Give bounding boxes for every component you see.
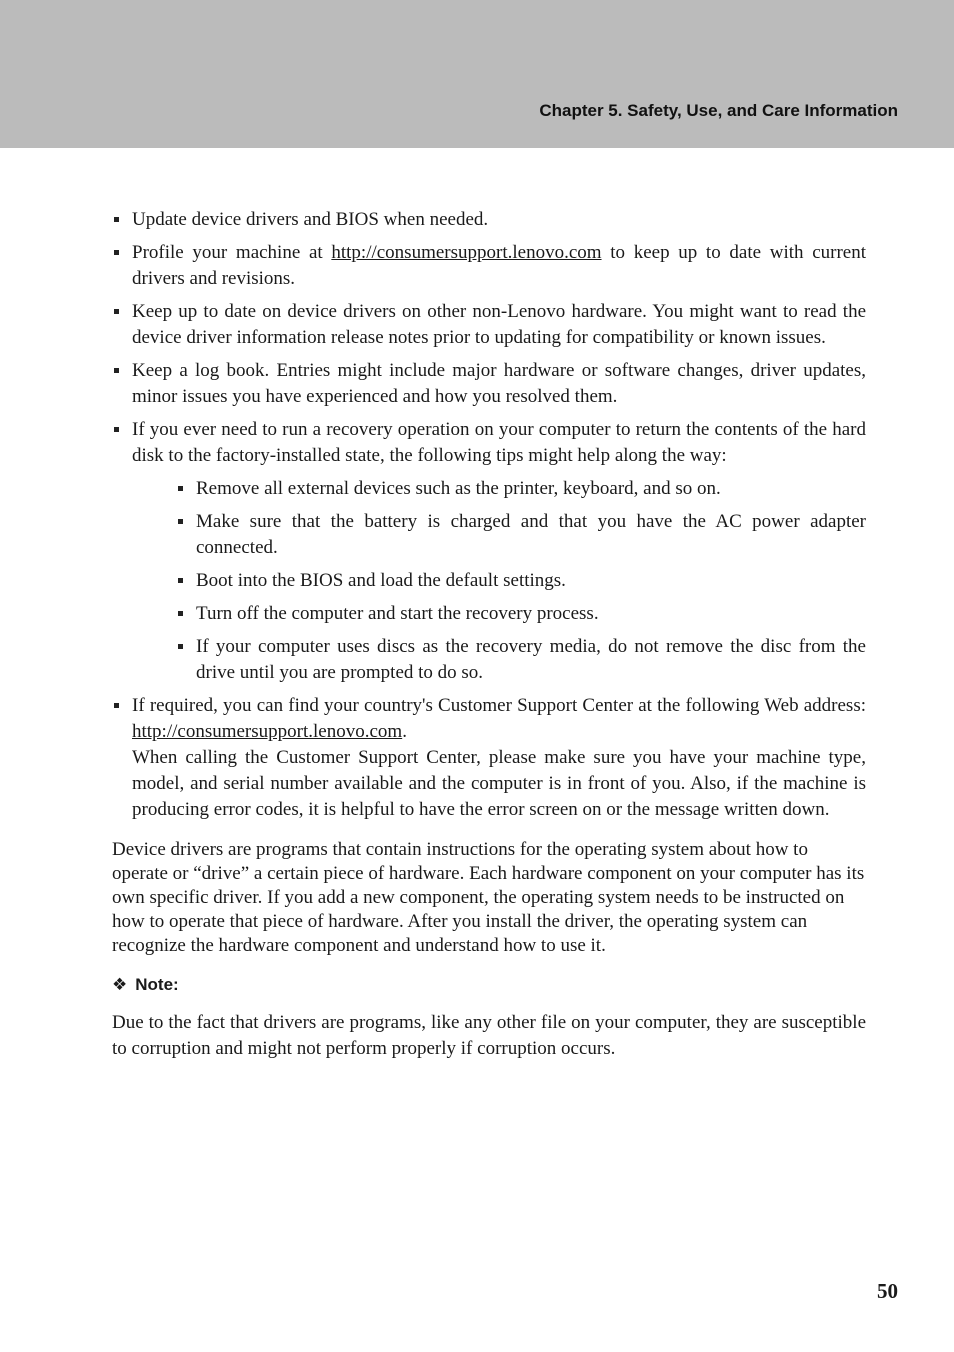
sub-list-item-text: Remove all external devices such as the printer, keyboard, and so on. — [196, 478, 721, 499]
sub-list-item — [176, 601, 866, 627]
header-band — [0, 0, 954, 148]
list-item — [112, 207, 866, 233]
diamond-bullet-icon: ❖ — [112, 975, 128, 994]
sub-list-item — [176, 476, 866, 502]
list-item-text: If you ever need to run a recovery operation on your computer to return the contents of the hard disk to the factory-installed state, the following tips might help along the way: — [132, 419, 866, 466]
list-item — [112, 358, 866, 410]
support-link[interactable]: http://consumersupport.lenovo.com — [132, 721, 403, 742]
page-content — [112, 207, 866, 1062]
sub-list-item-text: If your computer uses discs as the recovery media, do not remove the disc from the drive until you are prompted to do so. — [196, 636, 866, 683]
list-item-text: to keep up to date with current drivers and revisions. — [132, 242, 866, 289]
list-item — [112, 693, 866, 823]
sub-list-item-text: Boot into the BIOS and load the default settings. — [196, 570, 566, 591]
sub-list-item — [176, 634, 866, 686]
support-link[interactable]: http://consumersupport.lenovo.com — [331, 242, 602, 263]
list-item — [112, 417, 866, 686]
sub-list-item — [176, 568, 866, 594]
list-item-text: Keep up to date on device drivers on other non-Lenovo hardware. You might want to read the device driver information release notes prior to updating for compatibility or known issues. — [132, 301, 866, 348]
sub-list-item-text: Make sure that the battery is charged and that you have the AC power adapter connected. — [196, 511, 866, 558]
tips-list — [112, 207, 866, 823]
device-drivers-paragraph: Device drivers are programs that contain instructions for the operating system about how to operate or “drive” a certain piece of hardware. Each hardware component on your computer has its own specific driver. If you add a new component, the operating system needs to be instructed on how to operate that piece of hardware. After you install the driver, the operating system can recognize the hardware component and understand how to use it. — [112, 839, 865, 956]
list-item-text: . — [402, 721, 407, 742]
list-item-text: Update device drivers and BIOS when needed. — [132, 209, 489, 230]
recovery-tips-list — [176, 476, 866, 686]
note-heading — [112, 972, 866, 998]
note-label: Note: — [135, 975, 179, 994]
page-number: 50 — [877, 1279, 898, 1303]
list-item-text: If required, you can find your country's Customer Support Center at the following Web address: — [132, 695, 866, 716]
chapter-title: Chapter 5. Safety, Use, and Care Information — [539, 101, 898, 120]
list-item-continuation: When calling the Customer Support Center, please make sure you have your machine type, model, and serial number available and the computer is in front of you. Also, if the machine is producing error codes, it is helpful to have the error screen on or the message written down. — [132, 747, 866, 820]
list-item — [112, 240, 866, 292]
list-item-text: Profile your machine at — [132, 242, 332, 263]
list-item — [112, 299, 866, 351]
sub-list-item — [176, 509, 866, 561]
note-text: Due to the fact that drivers are programs, like any other file on your computer, they are susceptible to corruption and might not perform properly if corruption occurs. — [112, 1012, 866, 1059]
sub-list-item-text: Turn off the computer and start the recovery process. — [196, 603, 599, 624]
list-item-text: Keep a log book. Entries might include major hardware or software changes, driver updates, minor issues you have experienced and how you resolved them. — [132, 360, 866, 407]
